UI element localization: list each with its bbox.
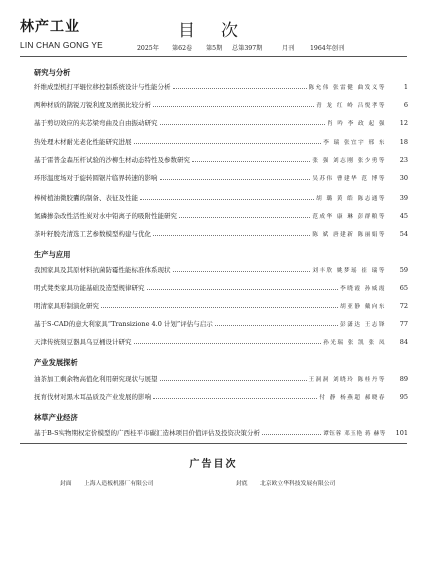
leader-dots — [160, 380, 307, 381]
toc-entry[interactable] — [34, 373, 408, 383]
toc-entry[interactable] — [34, 154, 408, 164]
leader-dots — [173, 271, 311, 272]
entry-page: 45 — [399, 212, 408, 220]
entry-authors: 孙光瑞 张 凯 张 凤 — [323, 340, 386, 346]
section-title: 研究与分析 — [34, 68, 71, 77]
entry-authors: 陈允伟 张雷健 曲发义等 — [308, 85, 386, 91]
toc-entry[interactable] — [34, 300, 408, 310]
toc-entry[interactable] — [34, 318, 408, 328]
leader-dots — [101, 307, 338, 308]
entry-page: 30 — [399, 174, 408, 182]
entry-title: 基于雷普金森压杆试验的沙柳生材动态特性及参数研究 — [34, 156, 190, 164]
toc-entry[interactable] — [34, 228, 408, 238]
leader-dots — [160, 124, 326, 125]
entry-title: 抚育伐材对黑木耳品质及产业发展的影响 — [34, 393, 151, 401]
entry-page: 12 — [399, 119, 408, 127]
issue-volume: 第62卷 — [172, 45, 193, 52]
toc-entry[interactable] — [34, 99, 408, 109]
entry-page: 54 — [399, 230, 408, 238]
entry-page: 65 — [399, 284, 408, 292]
entry-authors: 肖 吟 李 政 起 强 — [327, 121, 386, 127]
leader-dots — [134, 143, 322, 144]
leader-dots — [153, 398, 317, 399]
entry-title: 茶叶籽脱壳清选工艺参数模型构建与优化 — [34, 230, 151, 238]
entry-title: 天津传统刻豆器具乌豆桶设计研究 — [34, 338, 132, 346]
entry-page: 1 — [403, 83, 408, 91]
toc-entry[interactable] — [34, 136, 408, 146]
toc-entry[interactable] — [34, 427, 408, 437]
entry-authors: 陈 斌 唐建新 陈丽娟等 — [312, 232, 386, 238]
issue-founded: 1964年创刊 — [310, 45, 345, 52]
entry-authors: 胡亚静 戴向东 — [340, 304, 386, 310]
ad-position: 封底 — [236, 481, 248, 487]
toc-entry[interactable] — [34, 117, 408, 127]
issue-total: 总第397期 — [232, 45, 263, 52]
entry-page: 101 — [395, 429, 408, 437]
entry-page: 89 — [399, 375, 408, 383]
ad-company: 上海人造板机器厂有限公司 — [84, 481, 154, 487]
ad-company: 北京欧立华科技发展有限公司 — [260, 481, 336, 487]
entry-title: 油茶加工剩余物高值化利用研究现状与展望 — [34, 375, 158, 383]
toc-title: 目次 — [178, 21, 264, 41]
issue-number: 第5期 — [206, 45, 223, 52]
toc-entry[interactable] — [34, 192, 408, 202]
ad-position: 封面 — [60, 481, 72, 487]
leader-dots — [215, 325, 338, 326]
entry-authors: 李 瑞 张宜宇 邢 东 — [323, 140, 386, 146]
toc-entry[interactable] — [34, 172, 408, 182]
entry-authors: 青 龙 红 岭 吕悦孝等 — [316, 103, 386, 109]
entry-title: 我国家具及其原材料抗菌防霉性能标准体系现状 — [34, 266, 171, 274]
toc-entry[interactable] — [34, 81, 408, 91]
leader-dots — [179, 217, 310, 218]
entry-title: 基于S-CAD的意大利家具“Transizione 4.0 计划”评估与启示 — [34, 320, 213, 328]
issue-frequency: 月刊 — [282, 45, 295, 52]
leader-dots — [147, 289, 339, 290]
leader-dots — [262, 434, 321, 435]
entry-page: 18 — [399, 138, 408, 146]
entry-page: 39 — [399, 194, 408, 202]
journal-pinyin: LIN CHAN GONG YE — [20, 40, 103, 50]
entry-title: 两种材质的鹊锐刀锐利度及磨损比较分析 — [34, 101, 151, 109]
toc-entry[interactable] — [34, 391, 408, 401]
ad-index-title: 广告目次 — [189, 459, 238, 470]
entry-page: 23 — [399, 156, 408, 164]
entry-page: 95 — [399, 393, 408, 401]
entry-authors: 刘丰欣 姚梦瑶 崔 瑞等 — [312, 268, 386, 274]
entry-title: 环形温度场对于旋转圆锯片临界转速的影响 — [34, 174, 158, 182]
entry-title: 棒树植油微胶囊的制备、表征及性能 — [34, 194, 138, 202]
entry-authors: 谭钰蓉 邓玉艳 蒋 赫等 — [323, 431, 386, 437]
entry-authors: 范成华 康 琳 彭群粮等 — [312, 214, 386, 220]
entry-title: 纤维成型机打平辊位移控制系统设计与性能分析 — [34, 83, 171, 91]
leader-dots — [153, 106, 314, 107]
entry-authors: 王洞洞 刘晓玲 陈桂丹等 — [308, 377, 386, 383]
entry-authors: 付 静 杨燕超 郝晓春 — [319, 395, 386, 401]
entry-authors: 张 强 刘志刚 张少勇等 — [312, 158, 386, 164]
entry-title: 明清家具形制演化研究 — [34, 302, 99, 310]
header-rule — [20, 56, 407, 57]
section-title: 产业发展探析 — [34, 358, 78, 367]
entry-authors: 胡 璐 黄 皓 陈志通等 — [316, 196, 386, 202]
toc-entry[interactable] — [34, 210, 408, 220]
leader-dots — [173, 88, 307, 89]
entry-authors: 吴苏伟 曹建华 范 博等 — [312, 176, 386, 182]
entry-title: 基于剪切效应的夹芯梁弯曲及自由振动研究 — [34, 119, 158, 127]
entry-page: 84 — [399, 338, 408, 346]
footer-rule — [20, 443, 407, 444]
section-title: 林草产业经济 — [34, 413, 78, 422]
entry-title: 基于B-S实物期权定价模型的广西桂平市碳汇造林项目价值评估及投资决策分析 — [34, 429, 261, 437]
entry-page: 77 — [399, 320, 408, 328]
entry-page: 6 — [403, 101, 408, 109]
entry-title: 明式凳类家具功能基础及造型规律研究 — [34, 284, 145, 292]
leader-dots — [140, 199, 314, 200]
toc-entry[interactable] — [34, 264, 408, 274]
entry-title: 热处理木材耐光老化性能研究进展 — [34, 138, 132, 146]
entry-authors: 李晓霞 孙威霞 — [340, 286, 386, 292]
leader-dots — [134, 343, 322, 344]
issue-year: 2025年 — [137, 45, 159, 52]
toc-entry[interactable] — [34, 282, 408, 292]
entry-page: 72 — [399, 302, 408, 310]
entry-authors: 彭潇达 王志锋 — [340, 322, 386, 328]
journal-title: 林产工业 — [20, 19, 80, 35]
entry-page: 59 — [399, 266, 408, 274]
leader-dots — [160, 179, 311, 180]
section-title: 生产与应用 — [34, 250, 71, 259]
leader-dots — [153, 235, 310, 236]
leader-dots — [192, 161, 310, 162]
toc-entry[interactable] — [34, 336, 408, 346]
entry-title: 氮磷掺杂改性活性炭对水中铅离子的吸附性能研究 — [34, 212, 177, 220]
